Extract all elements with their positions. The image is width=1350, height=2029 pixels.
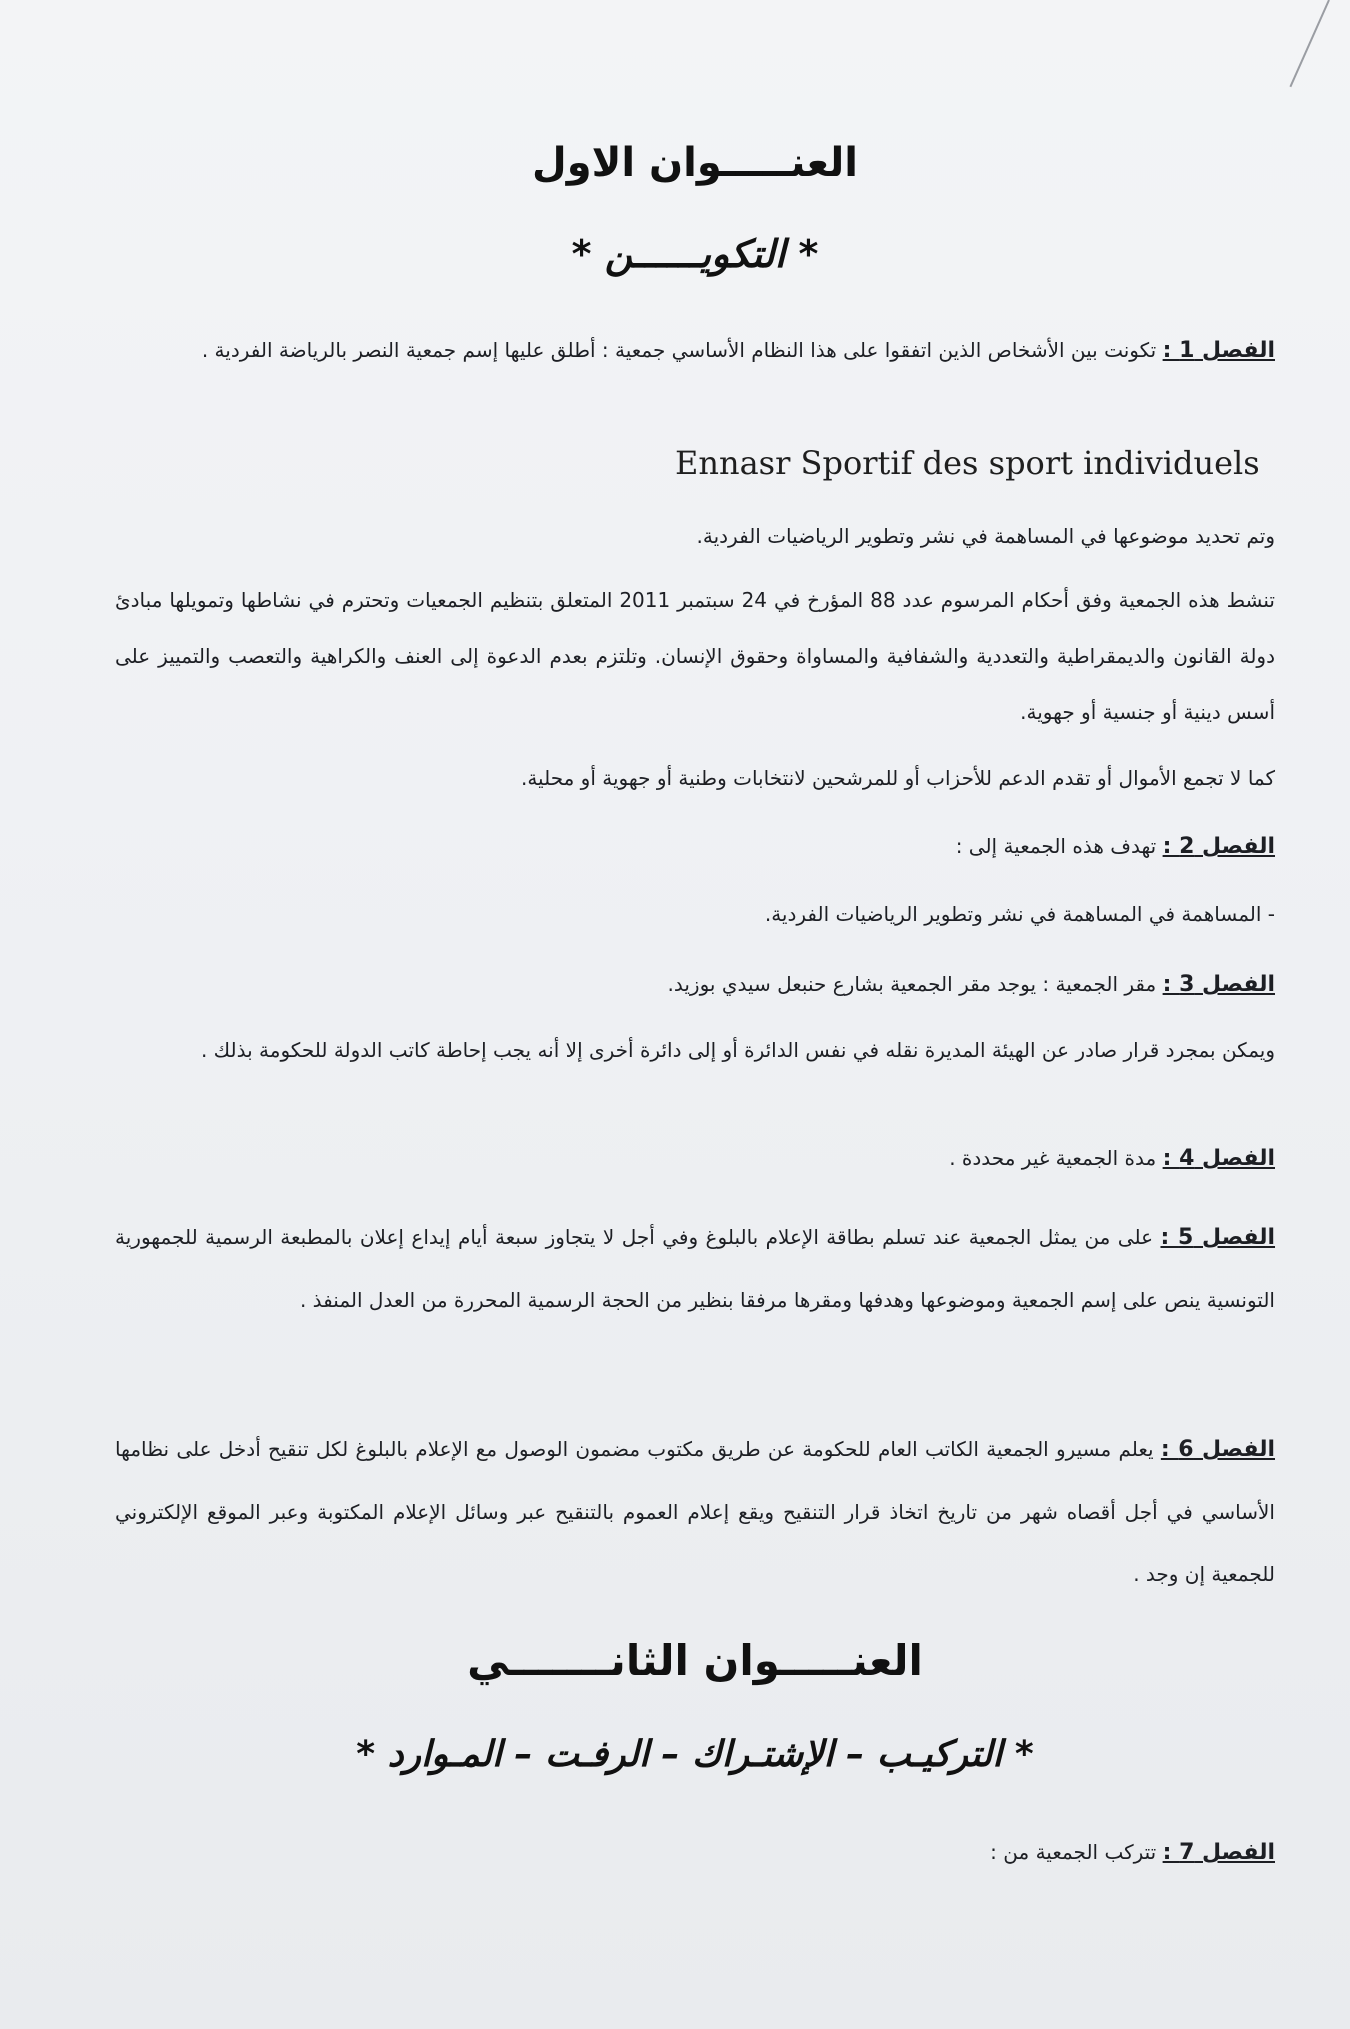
article-1 bbox=[115, 330, 1275, 371]
article-1-text: تكونت بين الأشخاص الذين اتفقوا على هذا النظام الأساسي جمعية : أطلق عليها إسم جمعية النصر بالرياضة الفردية . bbox=[201, 338, 1157, 362]
paragraph-subject: وتم تحديد موضوعها في المساهمة في نشر وتطوير الرياضيات الفردية. bbox=[696, 524, 1275, 548]
article-4-text: مدة الجمعية غير محددة . bbox=[949, 1146, 1157, 1170]
article-5-label: الفصل 5 : bbox=[1160, 1225, 1276, 1250]
article-7-label: الفصل 7 : bbox=[1162, 1840, 1275, 1865]
article-4 bbox=[115, 1130, 1275, 1187]
article-2-label: الفصل 2 : bbox=[1162, 834, 1275, 859]
title-1: العنـــــوان الاول bbox=[532, 140, 858, 186]
article-6-text: يعلم مسيرو الجمعية الكاتب العام للحكومة عن طريق مكتوب مضمون الوصول مع الإعلام بالبلوغ لكل تنقيح أدخل على نظامها الأساسي في أجل أقصاه شهر من تاريخ اتخاذ قرار التنقيح ويقع إعلام العموم بالتنقيح عبر وسائل الإعلام المكتوبة وعبر الموقع الإلكتروني للجمعية إن وجد . bbox=[115, 1437, 1275, 1586]
paragraph-funds: كما لا تجمع الأموال أو تقدم الدعم للأحزاب أو للمرشحين لانتخابات وطنية أو جهوية أو محلية. bbox=[520, 766, 1275, 790]
subtitle-2: * التركيـب – الإشتـراك – الرفـت – المـوارد * bbox=[356, 1734, 1034, 1775]
article-2-item: - المساهمة في المساهمة في نشر وتطوير الرياضيات الفردية. bbox=[764, 902, 1275, 926]
article-6-label: الفصل 6 : bbox=[1160, 1437, 1275, 1462]
title-2: العنـــــوان الثانـــــــي bbox=[467, 1636, 923, 1685]
article-5-text: على من يمثل الجمعية عند تسلم بطاقة الإعلام بالبلوغ وفي أجل لا يتجاوز سبعة أيام إيداع إعلان بالمطبعة الرسمية للجمهورية التونسية ينص على إسم الجمعية وموضوعها وهدفها ومقرها مرفقا بنظير من الحجة الرسمية المحررة من العدل المنفذ . bbox=[115, 1225, 1275, 1312]
article-3 bbox=[115, 956, 1275, 1013]
paper-fold-line bbox=[1289, 0, 1329, 87]
article-5 bbox=[115, 1206, 1275, 1331]
latin-association-name: Ennasr Sportif des sport individuels bbox=[675, 444, 1260, 482]
article-2 bbox=[115, 818, 1275, 875]
article-1-label: الفصل 1 : bbox=[1162, 338, 1275, 363]
article-6 bbox=[115, 1418, 1275, 1605]
paragraph-relocation: ويمكن بمجرد قرار صادر عن الهيئة المديرة نقله في نفس الدائرة أو إلى دائرة أخرى إلا أنه يجب إحاطة كاتب الدولة للحكومة بذلك . bbox=[200, 1038, 1275, 1062]
article-3-label: الفصل 3 : bbox=[1162, 972, 1275, 997]
subtitle-1: * التكويــــــن * bbox=[571, 232, 819, 276]
article-3-text: مقر الجمعية : يوجد مقر الجمعية بشارع حنبعل سيدي بوزيد. bbox=[667, 972, 1157, 996]
article-7 bbox=[115, 1824, 1275, 1881]
paragraph-decree: تنشط هذه الجمعية وفق أحكام المرسوم عدد 88 المؤرخ في 24 سبتمبر 2011 المتعلق بتنظيم الجمعيات وتحترم في نشاطها وتمويلها مبادئ دولة القانون والديمقراطية والتعددية والشفافية والمساواة وحقوق الإنسان. وتلتزم بعدم الدعوة إلى العنف والكراهية والتعصب والتمييز على أسس دينية أو جنسية أو جهوية. bbox=[115, 588, 1275, 724]
article-2-text: تهدف هذه الجمعية إلى : bbox=[955, 834, 1157, 858]
article-4-label: الفصل 4 : bbox=[1162, 1146, 1275, 1171]
article-7-text: تتركب الجمعية من : bbox=[990, 1840, 1157, 1864]
